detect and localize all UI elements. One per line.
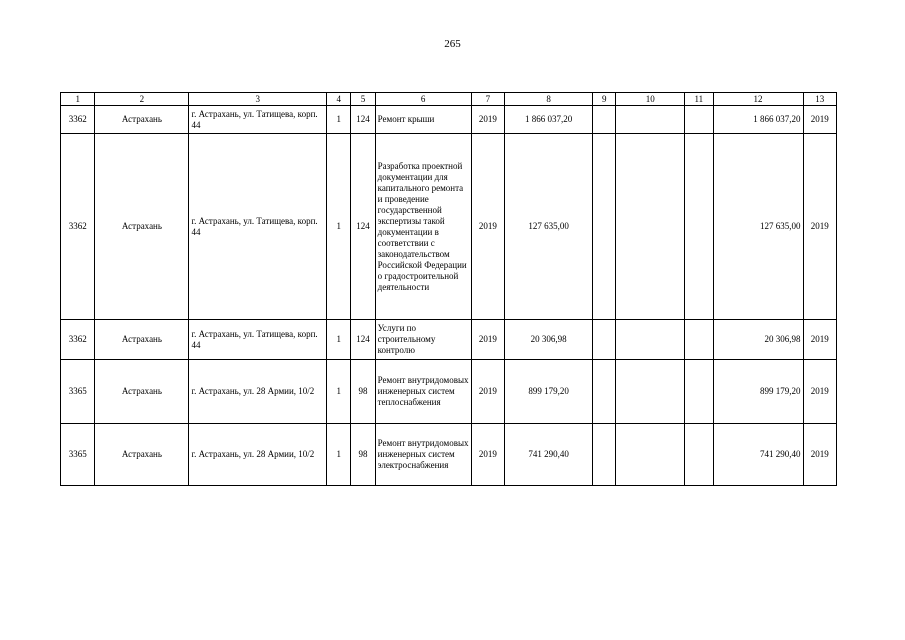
table-row [61, 424, 837, 486]
city: Астрахань [95, 106, 189, 134]
work-type: Ремонт внутридомовых инженерных систем теплоснабжения [375, 360, 471, 424]
city: Астрахань [95, 360, 189, 424]
work-type: Услуги по строительному контролю [375, 320, 471, 360]
city: Астрахань [95, 134, 189, 320]
col-4-value: 1 [327, 360, 351, 424]
column-header: 13 [803, 93, 836, 106]
total-cost: 899 179,20 [505, 360, 593, 424]
end-year: 2019 [803, 106, 836, 134]
col-11-value [685, 424, 713, 486]
total-cost: 741 290,40 [505, 424, 593, 486]
column-header: 2 [95, 93, 189, 106]
col-10-value [616, 424, 685, 486]
address: г. Астрахань, ул. Татищева, корп. 44 [189, 106, 327, 134]
col-5-value: 124 [351, 320, 375, 360]
col-5-value: 124 [351, 134, 375, 320]
col-4-value: 1 [327, 134, 351, 320]
col-4-value: 1 [327, 320, 351, 360]
column-header: 9 [593, 93, 616, 106]
col-10-value [616, 320, 685, 360]
col-9-value [593, 424, 616, 486]
column-header: 7 [471, 93, 504, 106]
col-11-value [685, 360, 713, 424]
address: г. Астрахань, ул. 28 Армии, 10/2 [189, 424, 327, 486]
column-header: 4 [327, 93, 351, 106]
col-12-value: 20 306,98 [713, 320, 803, 360]
end-year: 2019 [803, 360, 836, 424]
column-numbers-row [61, 93, 837, 106]
total-cost: 20 306,98 [505, 320, 593, 360]
work-type: Ремонт внутридомовых инженерных систем электроснабжения [375, 424, 471, 486]
col-5-value: 98 [351, 424, 375, 486]
col-10-value [616, 134, 685, 320]
column-header: 11 [685, 93, 713, 106]
year: 2019 [471, 424, 504, 486]
city: Астрахань [95, 320, 189, 360]
work-type: Разработка проектной документации для капитального ремонта и проведение государственной экспертизы такой документации в соответствии с законодательством Российской Федерации о градостроительной деятельности [375, 134, 471, 320]
col-10-value [616, 106, 685, 134]
house-id: 3362 [61, 134, 95, 320]
col-5-value: 124 [351, 106, 375, 134]
col-12-value: 1 866 037,20 [713, 106, 803, 134]
col-9-value [593, 360, 616, 424]
col-12-value: 741 290,40 [713, 424, 803, 486]
register-table [60, 92, 837, 486]
col-4-value: 1 [327, 424, 351, 486]
col-5-value: 98 [351, 360, 375, 424]
column-header: 3 [189, 93, 327, 106]
col-9-value [593, 134, 616, 320]
table-row [61, 106, 837, 134]
year: 2019 [471, 106, 504, 134]
col-10-value [616, 360, 685, 424]
col-4-value: 1 [327, 106, 351, 134]
total-cost: 127 635,00 [505, 134, 593, 320]
table-row [61, 134, 837, 320]
total-cost: 1 866 037,20 [505, 106, 593, 134]
address: г. Астрахань, ул. Татищева, корп. 44 [189, 320, 327, 360]
year: 2019 [471, 134, 504, 320]
address: г. Астрахань, ул. Татищева, корп. 44 [189, 134, 327, 320]
column-header: 10 [616, 93, 685, 106]
address: г. Астрахань, ул. 28 Армии, 10/2 [189, 360, 327, 424]
year: 2019 [471, 360, 504, 424]
house-id: 3362 [61, 106, 95, 134]
work-type: Ремонт крыши [375, 106, 471, 134]
page-number: 265 [444, 38, 461, 50]
column-header: 12 [713, 93, 803, 106]
col-11-value [685, 106, 713, 134]
table-row [61, 320, 837, 360]
house-id: 3362 [61, 320, 95, 360]
end-year: 2019 [803, 320, 836, 360]
column-header: 8 [505, 93, 593, 106]
col-12-value: 127 635,00 [713, 134, 803, 320]
house-id: 3365 [61, 424, 95, 486]
col-9-value [593, 106, 616, 134]
column-header: 5 [351, 93, 375, 106]
col-11-value [685, 134, 713, 320]
table-row [61, 360, 837, 424]
year: 2019 [471, 320, 504, 360]
end-year: 2019 [803, 424, 836, 486]
col-11-value [685, 320, 713, 360]
house-id: 3365 [61, 360, 95, 424]
col-12-value: 899 179,20 [713, 360, 803, 424]
column-header: 1 [61, 93, 95, 106]
column-header: 6 [375, 93, 471, 106]
end-year: 2019 [803, 134, 836, 320]
col-9-value [593, 320, 616, 360]
city: Астрахань [95, 424, 189, 486]
